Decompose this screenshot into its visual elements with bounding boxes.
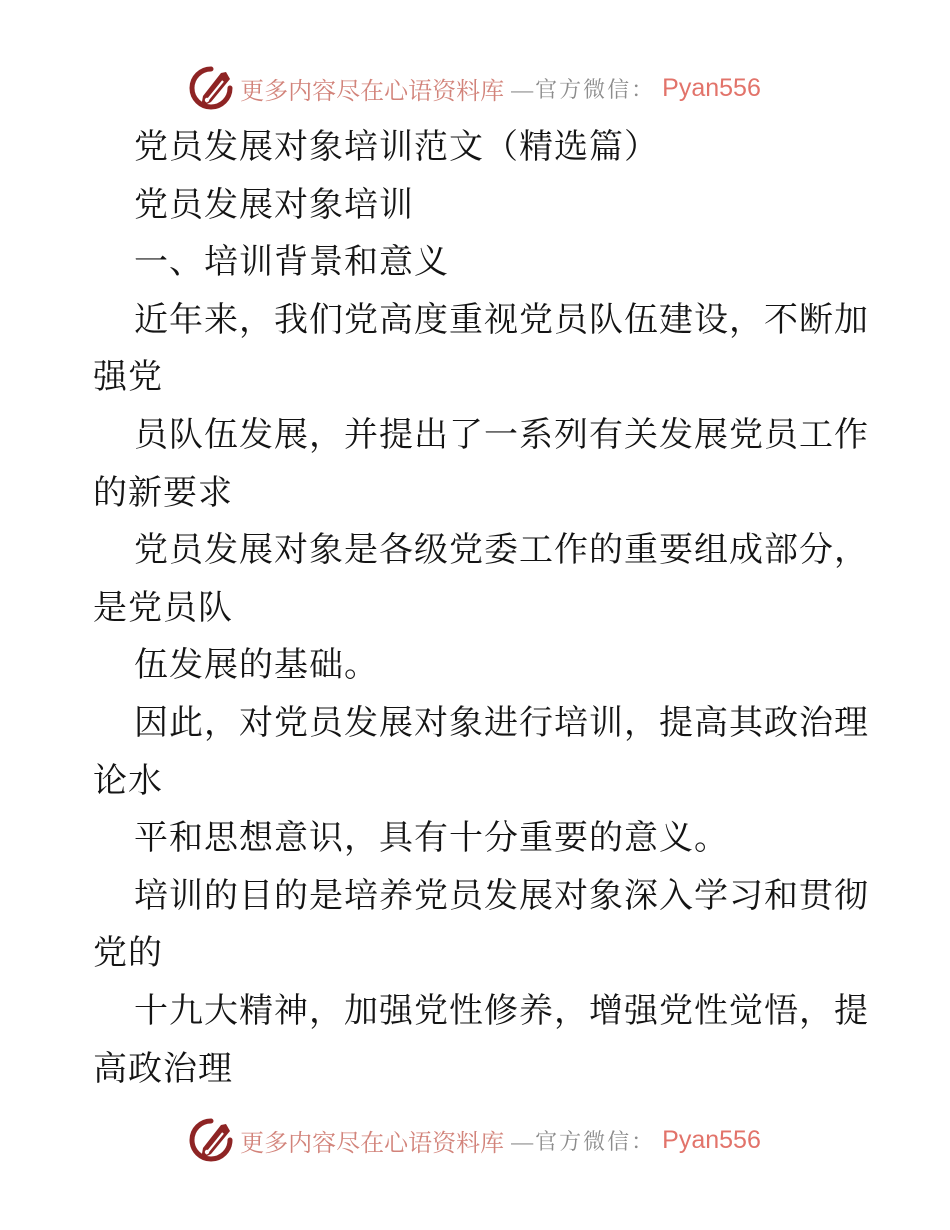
doc-title-line: 党员发展对象培训范文（精选篇）	[134, 129, 659, 166]
pen-logo-icon	[189, 1118, 233, 1162]
doc-line: 近年来，我们党高度重视党员队伍建设，不断加	[134, 301, 869, 339]
watermark-wechat-account: Pyan556	[662, 73, 761, 102]
doc-line: 论水	[93, 762, 163, 800]
watermark-wechat-label: —官方微信：	[511, 1128, 656, 1154]
doc-line: 高政治理	[93, 1050, 233, 1088]
pen-logo-icon	[189, 66, 233, 110]
doc-line: 党的	[93, 935, 163, 973]
watermark-brand-text: 更多内容尽在心语资料库	[240, 78, 505, 105]
footer-watermark	[0, 1116, 950, 1164]
doc-line: 十九大精神，加强党性修养，增强党性觉悟，提	[134, 992, 869, 1030]
watermark-wechat-label: —官方微信：	[511, 76, 656, 102]
doc-line: 的新要求	[93, 474, 233, 512]
doc-line: 强党	[93, 359, 163, 397]
doc-line: 员队伍发展，并提出了一系列有关发展党员工作	[134, 416, 869, 454]
doc-line: 因此，对党员发展对象进行培训，提高其政治理	[134, 704, 869, 742]
doc-heading-line: 一、培训背景和意义	[134, 244, 449, 282]
doc-line: 平和思想意识，具有十分重要的意义。	[134, 820, 729, 858]
doc-line: 党员发展对象是各级党委工作的重要组成部分，	[134, 532, 869, 570]
header-watermark	[0, 64, 950, 112]
doc-line: 培训的目的是培养党员发展对象深入学习和贯彻	[134, 877, 869, 915]
doc-line: 党员发展对象培训	[134, 186, 414, 224]
document-body	[93, 119, 873, 1098]
doc-line: 是党员队	[93, 589, 233, 627]
watermark-brand-text: 更多内容尽在心语资料库	[240, 1130, 505, 1157]
doc-line: 伍发展的基础。	[134, 647, 379, 685]
watermark-wechat-account: Pyan556	[662, 1125, 761, 1154]
